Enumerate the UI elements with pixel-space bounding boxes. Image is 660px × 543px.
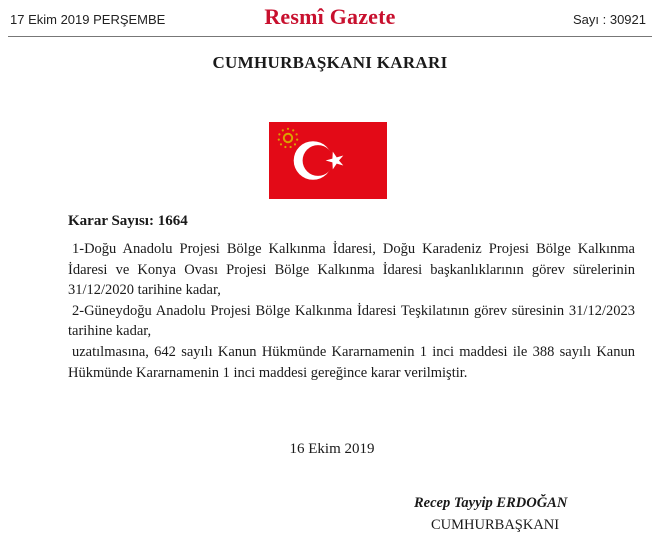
- decree-body: [68, 239, 635, 383]
- header-divider: [8, 36, 652, 37]
- decree-paragraph-3: uzatılmasına, 642 sayılı Kanun Hükmünde Kararnamenin 1 inci maddesi ile 388 sayılı Kanun Hükmünde Kararnamenin 1 inci maddesi gereğince karar verilmiştir.: [68, 343, 635, 381]
- signer-first-names: Recep Tayyip: [414, 495, 493, 511]
- decree-paragraph-2: 2-Güneydoğu Anadolu Projesi Bölge Kalkınma İdaresi Teşkilatının görev süresinin 31/12/2023 tarihine kadar,: [68, 302, 635, 340]
- turkish-flag-icon: [269, 122, 387, 199]
- decision-number: Karar Sayısı: 1664: [68, 213, 188, 229]
- issue-number: Sayı : 30921: [573, 12, 646, 27]
- gazette-header: [0, 0, 660, 40]
- gazette-title: Resmî Gazete: [264, 4, 396, 29]
- decree-type-heading: CUMHURBAŞKANI KARARI: [212, 53, 448, 72]
- signer-surname: ERDOĞAN: [496, 495, 568, 511]
- decree-paragraph-1: 1-Doğu Anadolu Projesi Bölge Kalkınma İdaresi, Doğu Karadeniz Projesi Bölge Kalkınma İdaresi ve Konya Ovası Projesi Bölge Kalkınma İdaresi başkanlıklarının görev sürelerinin 31/12/2020 tarihine kadar,: [68, 241, 635, 299]
- decree-date: 16 Ekim 2019: [289, 441, 375, 457]
- signer-title: CUMHURBAŞKANI: [431, 517, 560, 533]
- signer-name: [414, 495, 567, 512]
- publication-date: 17 Ekim 2019 PERŞEMBE: [10, 12, 166, 27]
